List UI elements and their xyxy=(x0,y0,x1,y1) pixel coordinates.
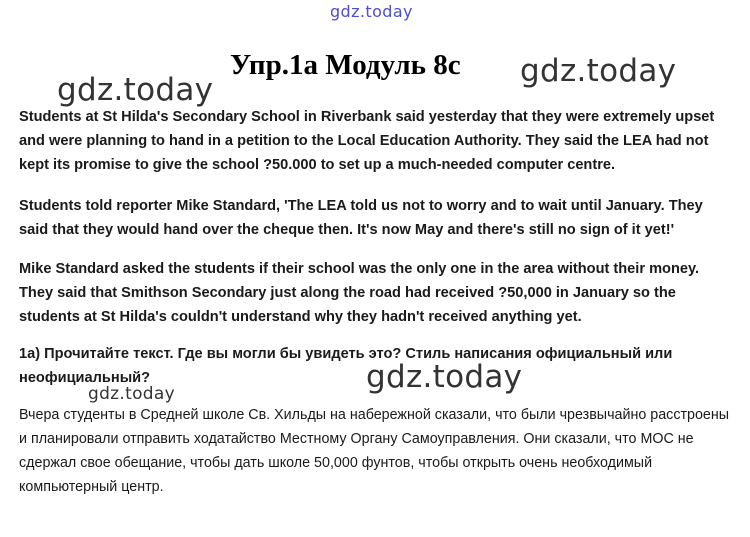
translation-text: Вчера студенты в Средней школе Св. Хильды на набережной сказали, что были чрезвычайно расстроены и планировали отправить ходатайство Местному Органу Самоуправления. Они сказали, что МОС не сдержал свое обещание, чтобы дать школе 50,000 фунтов, чтобы открыть очень необходимый компьютерный центр. xyxy=(19,407,730,495)
task-instruction: 1а) Прочитайте текст. Где вы могли бы увидеть это? Стиль написания официальный или неофициальный? xyxy=(19,346,673,386)
watermark-right: gdz.today xyxy=(520,53,677,89)
article-paragraph-3: Mike Standard asked the students if their school was the only one in the area without their money. They said that Smithson Secondary just along the road had received ?50,000 in January so the students at St Hilda's couldn't understand why they hadn't received anything yet. xyxy=(19,261,700,325)
watermark-small: gdz.today xyxy=(88,384,175,404)
watermark-left: gdz.today xyxy=(57,72,214,108)
watermark-top-link[interactable]: gdz.today xyxy=(330,2,413,21)
article-paragraph-2: Students told reporter Mike Standard, 'The LEA told us not to worry and to wait until January. They said that they would hand over the cheque then. It's now May and there's still no sign of it yet!' xyxy=(19,198,703,238)
article-paragraph-1: Students at St Hilda's Secondary School in Riverbank said yesterday that they were extremely upset and were planning to hand in a petition to the Local Education Authority. They said the LEA had not kept its promise to give the school ?50.000 to set up a much-needed computer centre. xyxy=(19,109,715,173)
page-title: Упр.1а Модуль 8с xyxy=(230,49,461,81)
watermark-middle: gdz.today xyxy=(366,359,523,395)
